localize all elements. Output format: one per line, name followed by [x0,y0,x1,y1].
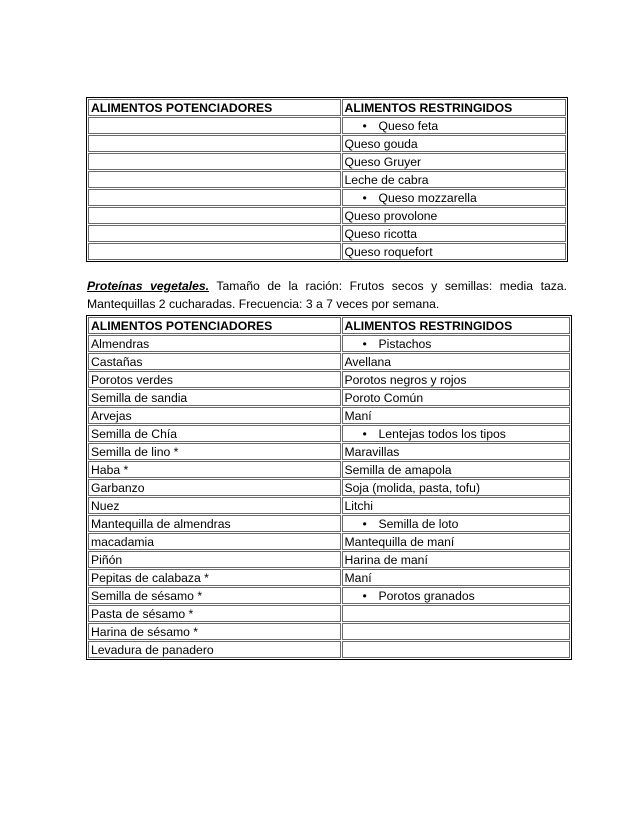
cell-potenciador: Semilla de Chía [88,425,341,442]
cell-potenciador: Almendras [88,335,341,352]
cell-potenciador: Arvejas [88,407,341,424]
cell-potenciador [88,189,341,206]
cell-restringido: Litchi [342,497,570,514]
table-row [88,243,566,260]
cell-potenciador: Garbanzo [88,479,341,496]
cell-potenciador: Nuez [88,497,341,514]
cell-potenciador: Pepitas de calabaza * [88,569,341,586]
cell-potenciador: Pasta de sésamo * [88,605,341,622]
cell-potenciador: Semilla de lino * [88,443,341,460]
cell-restringido [342,641,570,658]
table-header-row [88,317,570,334]
vegetable-proteins-table [86,315,572,660]
cell-potenciador: macadamia [88,533,341,550]
table-row [88,371,570,388]
cell-restringido: Poroto Común [342,389,570,406]
cell-restringido: • Porotos granados [342,587,570,604]
cell-potenciador [88,207,341,224]
cell-restringido: • Lentejas todos los tipos [342,425,570,442]
cell-potenciador: Piñón [88,551,341,568]
cell-potenciador: Haba * [88,461,341,478]
cell-restringido: • Pistachos [342,335,570,352]
table-row [88,335,570,352]
table-row [88,533,570,550]
cell-restringido: Queso ricotta [342,225,566,242]
cell-potenciador [88,243,341,260]
table-row [88,515,570,532]
table-row [88,135,566,152]
cell-restringido: Maní [342,569,570,586]
cell-potenciador: Harina de sésamo * [88,623,341,640]
vegetable-proteins-paragraph [87,277,567,313]
table-row [88,117,566,134]
table-row [88,153,566,170]
table-row [88,497,570,514]
header-restringidos: ALIMENTOS RESTRINGIDOS [342,317,570,334]
cell-potenciador [88,135,341,152]
cell-restringido: Queso gouda [342,135,566,152]
cell-restringido: Queso roquefort [342,243,566,260]
cell-restringido: Harina de maní [342,551,570,568]
cell-potenciador: Semilla de sésamo * [88,587,341,604]
cell-potenciador: Mantequilla de almendras [88,515,341,532]
table-row [88,407,570,424]
section-title: Proteínas vegetales. [87,279,210,293]
cell-restringido: Queso Gruyer [342,153,566,170]
cell-potenciador [88,171,341,188]
cell-potenciador: Castañas [88,353,341,370]
cell-potenciador [88,117,341,134]
header-restringidos: ALIMENTOS RESTRINGIDOS [342,99,566,116]
table-row [88,425,570,442]
table-row [88,569,570,586]
cell-restringido: Queso provolone [342,207,566,224]
table-row [88,479,570,496]
header-potenciadores: ALIMENTOS POTENCIADORES [88,99,341,116]
cell-restringido: Semilla de amapola [342,461,570,478]
cell-restringido: Avellana [342,353,570,370]
cell-restringido: • Queso mozzarella [342,189,566,206]
cell-restringido: Maní [342,407,570,424]
cell-restringido: Leche de cabra [342,171,566,188]
cell-restringido: Soja (molida, pasta, tofu) [342,479,570,496]
table-row [88,605,570,622]
header-potenciadores: ALIMENTOS POTENCIADORES [88,317,341,334]
cell-potenciador [88,225,341,242]
table-row [88,353,570,370]
serving-info-text: Tamaño de la ración: Frutos secos y semillas: media taza. Mantequillas 2 cucharadas. Frecuencia: 3 a 7 veces por semana. [87,279,567,311]
table-header-row [88,99,566,116]
cell-restringido: Mantequilla de maní [342,533,570,550]
table-row [88,443,570,460]
table-row [88,171,566,188]
cell-potenciador: Levadura de panadero [88,641,341,658]
table-row [88,551,570,568]
cell-restringido: • Queso feta [342,117,566,134]
cell-restringido [342,605,570,622]
cell-restringido [342,623,570,640]
table-row [88,587,570,604]
table-row [88,623,570,640]
table-row [88,641,570,658]
cell-potenciador: Semilla de sandia [88,389,341,406]
cell-restringido: Porotos negros y rojos [342,371,570,388]
table-row [88,225,566,242]
cell-potenciador [88,153,341,170]
restricted-cheese-table [86,97,568,262]
cell-restringido: Maravillas [342,443,570,460]
table-row [88,461,570,478]
table-row [88,389,570,406]
cell-restringido: • Semilla de loto [342,515,570,532]
table-row [88,207,566,224]
table-row [88,189,566,206]
cell-potenciador: Porotos verdes [88,371,341,388]
